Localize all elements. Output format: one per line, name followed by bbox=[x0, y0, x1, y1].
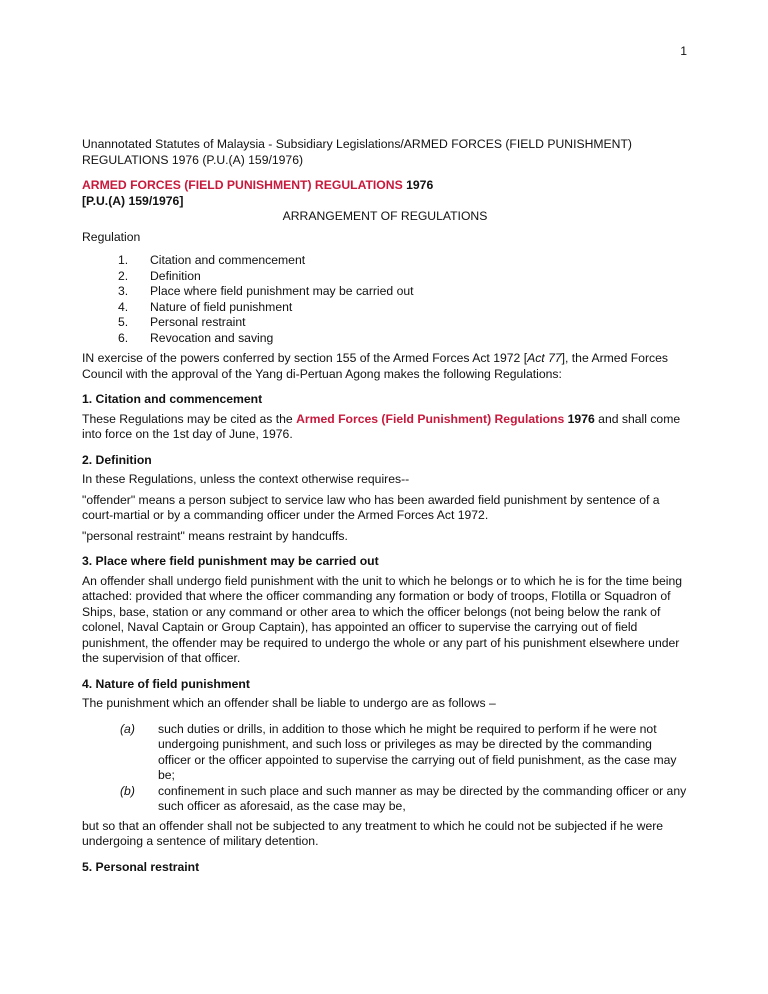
section-1-heading: 1. Citation and commencement bbox=[82, 392, 263, 406]
item-label: Revocation and saving bbox=[150, 330, 274, 345]
item-label: Place where field punishment may be carried out bbox=[150, 284, 414, 298]
arrangement-item[interactable] bbox=[82, 269, 688, 285]
item-number: 4. bbox=[118, 299, 129, 314]
act-reference: Act 77 bbox=[527, 351, 562, 365]
document-title bbox=[82, 178, 688, 194]
list-item bbox=[82, 722, 688, 784]
document-body bbox=[82, 137, 688, 879]
section-4-intro: The punishment which an offender shall be liable to undergo are as follows – bbox=[82, 696, 496, 710]
preamble-end: ], the Armed Forces Council with the approval of the Yang di-Pertuan Agong makes the following Regulations: bbox=[82, 351, 668, 381]
section-5-heading: 5. Personal restraint bbox=[82, 859, 200, 874]
arrangement-item[interactable] bbox=[82, 315, 688, 331]
section-2-heading: 2. Definition bbox=[82, 452, 152, 467]
item-number: 1. bbox=[118, 253, 129, 267]
item-label: Nature of field punishment bbox=[150, 299, 293, 314]
s1-year: 1976 bbox=[567, 411, 595, 426]
item-label: Citation and commencement bbox=[150, 253, 306, 267]
title-year: 1976 bbox=[406, 178, 434, 192]
item-number: 6. bbox=[118, 330, 129, 345]
list-item bbox=[82, 784, 688, 815]
punishment-items bbox=[82, 722, 688, 815]
arrangement-list bbox=[82, 253, 688, 346]
definition-personal-restraint: "personal restraint" means restraint by handcuffs. bbox=[82, 528, 348, 543]
preamble-start: IN exercise of the powers conferred by section 155 of the Armed Forces Act 1972 [ bbox=[82, 351, 528, 365]
item-number: 5. bbox=[118, 315, 129, 329]
definition-offender: "offender" means a person subject to service law who has been awarded field punishment by sentence of a court-martial or by a commanding officer under the Armed Forces Act 1972. bbox=[82, 492, 660, 522]
section-3-text: An offender shall undergo field punishment with the unit to which he belongs or to which he is for the time being attached: provided that where the officer commanding any formation or body of troops, Flotilla or Squadron of Ships, base, station or any command or other area to which the officer belongs (not being below the rank of colonel, Naval Captain or Group Captain), has appointed an officer to supervise the carrying out of field punishment, the offender may be required to undergo the whole or any part of his punishment elsewhere under the supervision of that officer. bbox=[82, 573, 683, 665]
section-1-text bbox=[82, 412, 688, 443]
item-label: Definition bbox=[150, 268, 201, 283]
arrangement-item[interactable] bbox=[82, 253, 688, 269]
arrangement-item[interactable] bbox=[82, 284, 688, 300]
item-number: 3. bbox=[118, 284, 129, 298]
section-4-heading: 4. Nature of field punishment bbox=[82, 676, 250, 691]
s1-text-before: These Regulations may be cited as the bbox=[82, 411, 293, 426]
item-label: Personal restraint bbox=[150, 315, 246, 329]
page-number: 1 bbox=[680, 44, 687, 58]
section-2-intro: In these Regulations, unless the context otherwise requires-- bbox=[82, 472, 410, 486]
preamble bbox=[82, 351, 688, 382]
s1-text-after: and shall come into force on the 1st day of June, 1976. bbox=[82, 411, 681, 441]
arrangement-heading: ARRANGEMENT OF REGULATIONS bbox=[282, 209, 488, 223]
title-name: ARMED FORCES (FIELD PUNISHMENT) REGULATIONS bbox=[82, 178, 403, 192]
title-reference: [P.U.(A) 159/1976] bbox=[82, 193, 184, 208]
item-label: (b) bbox=[120, 783, 135, 798]
regulations-link[interactable]: Armed Forces (Field Punishment) Regulations bbox=[296, 411, 565, 426]
item-number: 2. bbox=[118, 268, 129, 283]
arrangement-item[interactable] bbox=[82, 300, 688, 316]
item-text: confinement in such place and such manner as may be directed by the commanding officer or any such officer as aforesaid, as the case may be, bbox=[158, 783, 687, 813]
section-4-closing: but so that an offender shall not be subjected to any treatment to which he could not be subjected if he were undergoing a sentence of military detention. bbox=[82, 818, 664, 848]
section-3-heading: 3. Place where field punishment may be carried out bbox=[82, 554, 379, 568]
source-line: Unannotated Statutes of Malaysia - Subsidiary Legislations/ARMED FORCES (FIELD PUNISHMENT) REGULATIONS 1976 (P.U.(A) 159/1976) bbox=[82, 137, 632, 167]
regulation-column-label: Regulation bbox=[82, 229, 141, 244]
item-label: (a) bbox=[120, 721, 135, 736]
item-text: such duties or drills, in addition to those which he might be required to perform if he were not undergoing punishment, and such loss or privileges as may be directed by the commanding officer or the officer appointed to supervise the carrying out of field punishment, as the case may be; bbox=[158, 721, 677, 782]
arrangement-item[interactable] bbox=[82, 331, 688, 347]
